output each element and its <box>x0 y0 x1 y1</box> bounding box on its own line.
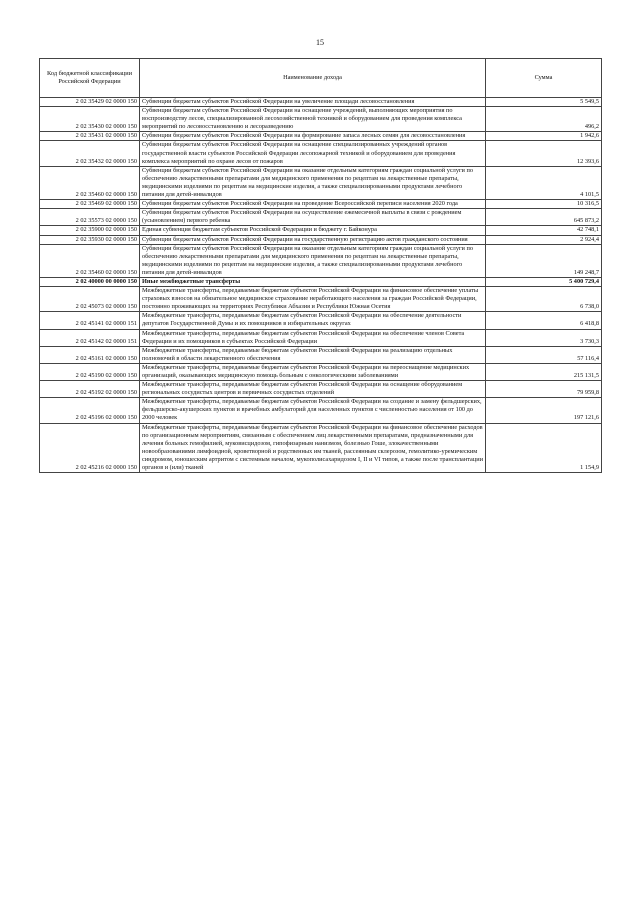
row-name: Межбюджетные трансферты, передаваемые бюджетам субъектов Российской Федерации на финансовое обеспечение расходов по организационным мероприятиям, связанным с обеспечением лиц лекарственными препаратами, предназначенными для лечения больных гемофилией, муковисцидозом, гипофизарным нанизмом, болезнью Гоше, злокачественными новообразованиями лимфоидной, кроветворной и родственных им тканей, рассеянным склерозом, гемолитико-уремическим синдромом, юношеским артритом с системным началом, мукополисахаридозом I, II и VI типов, а также после трансплантации органов и (или) тканей <box>140 423 486 473</box>
row-amount: 6 418,8 <box>486 312 602 329</box>
row-code: 2 02 45196 02 0000 150 <box>40 398 140 423</box>
row-name: Субвенции бюджетам субъектов Российской Федерации на проведение Всероссийской переписи населения 2020 года <box>140 200 486 209</box>
header-name: Наименование дохода <box>140 59 486 98</box>
row-code: 2 02 35430 02 0000 150 <box>40 107 140 132</box>
row-name: Межбюджетные трансферты, передаваемые бюджетам субъектов Российской Федерации на обеспечение деятельности депутатов Государственной Думы и их помощников в избирательных округах <box>140 312 486 329</box>
table-row <box>40 398 602 423</box>
row-code: 2 02 45190 02 0000 150 <box>40 363 140 380</box>
table-row <box>40 98 602 107</box>
row-code: 2 02 35573 02 0000 150 <box>40 209 140 226</box>
table-row <box>40 132 602 141</box>
row-name: Субвенции бюджетам субъектов Российской Федерации на оснащение специализированных учреждений органов государственной власти субъектов Российской Федерации лесопожарной техникой и оборудованием для проведения комплекса мероприятий по охране лесов от пожаров <box>140 141 486 166</box>
table-row <box>40 226 602 235</box>
row-name: Межбюджетные трансферты, передаваемые бюджетам субъектов Российской Федерации на создание и замену фельдшерских, фельдшерско-акушерских пунктов и врачебных амбулаторий для населенных пунктов с численностью населения от 100 до 2000 человек <box>140 398 486 423</box>
table-row <box>40 287 602 312</box>
row-code: 2 02 45073 02 0000 150 <box>40 287 140 312</box>
table-row <box>40 312 602 329</box>
row-amount: 12 393,6 <box>486 141 602 166</box>
table-row <box>40 423 602 473</box>
row-code: 2 02 45192 02 0000 150 <box>40 381 140 398</box>
row-amount: 4 101,5 <box>486 166 602 199</box>
row-amount: 79 959,8 <box>486 381 602 398</box>
row-amount: 215 131,5 <box>486 363 602 380</box>
row-amount: 496,2 <box>486 107 602 132</box>
table-row <box>40 277 602 286</box>
row-name: Субвенции бюджетам субъектов Российской Федерации на увеличение площади лесовосстановления <box>140 98 486 107</box>
row-code: 2 02 35469 02 0000 150 <box>40 200 140 209</box>
row-amount: 10 316,5 <box>486 200 602 209</box>
row-amount: 197 121,6 <box>486 398 602 423</box>
row-code: 2 02 40000 00 0000 150 <box>40 277 140 286</box>
row-amount: 149 248,7 <box>486 244 602 277</box>
row-code: 2 02 35429 02 0000 150 <box>40 98 140 107</box>
row-code: 2 02 45142 02 0000 151 <box>40 329 140 346</box>
row-name: Субвенции бюджетам субъектов Российской Федерации на оказание отдельным категориям граждан социальной услуги по обеспечению лекарственными препаратами для медицинского применения по рецептам на лекарственные препараты, медицинскими изделиями по рецептам на медицинские изделия, а также специализированными продуктами лечебного питания для детей-инвалидов <box>140 166 486 199</box>
row-name: Субвенции бюджетам субъектов Российской Федерации на формирование запаса лесных семян для лесовосстановления <box>140 132 486 141</box>
table-row <box>40 107 602 132</box>
table-row <box>40 166 602 199</box>
row-code: 2 02 35900 02 0000 150 <box>40 226 140 235</box>
row-code: 2 02 35460 02 0000 150 <box>40 244 140 277</box>
row-amount: 645 873,2 <box>486 209 602 226</box>
row-name: Субвенции бюджетам субъектов Российской Федерации на государственную регистрацию актов гражданского состояния <box>140 235 486 244</box>
row-amount: 5 549,5 <box>486 98 602 107</box>
row-amount: 1 154,9 <box>486 423 602 473</box>
row-code: 2 02 35930 02 0000 150 <box>40 235 140 244</box>
table-row <box>40 141 602 166</box>
row-name: Межбюджетные трансферты, передаваемые бюджетам субъектов Российской Федерации на финансовое обеспечение уплаты страховых взносов на обязательное медицинское страхование неработающего населения за граждан Российской Федерации, постоянно проживающих на территориях Республики Абхазия и Республики Южная Осетия <box>140 287 486 312</box>
row-amount: 3 730,3 <box>486 329 602 346</box>
table-row <box>40 329 602 346</box>
table-row <box>40 381 602 398</box>
row-code: 2 02 35460 02 0000 150 <box>40 166 140 199</box>
row-name: Межбюджетные трансферты, передаваемые бюджетам субъектов Российской Федерации на обеспечение членов Совета Федерации и их помощников в субъектах Российской Федерации <box>140 329 486 346</box>
row-amount: 5 400 729,4 <box>486 277 602 286</box>
row-code: 2 02 45161 02 0000 150 <box>40 346 140 363</box>
row-code: 2 02 45216 02 0000 150 <box>40 423 140 473</box>
row-name: Единая субвенция бюджетам субъектов Российской Федерации и бюджету г. Байконура <box>140 226 486 235</box>
page-number: 15 <box>316 38 324 47</box>
row-amount: 2 924,4 <box>486 235 602 244</box>
row-amount: 1 942,6 <box>486 132 602 141</box>
row-name: Межбюджетные трансферты, передаваемые бюджетам субъектов Российской Федерации на оснащение оборудованием региональных сосудистых центров и первичных сосудистых отделений <box>140 381 486 398</box>
table-row <box>40 200 602 209</box>
table-row <box>40 346 602 363</box>
row-code: 2 02 45141 02 0000 151 <box>40 312 140 329</box>
row-name: Иные межбюджетные трансферты <box>140 277 486 286</box>
table-row <box>40 235 602 244</box>
header-amount: Сумма <box>486 59 602 98</box>
row-name: Субвенции бюджетам субъектов Российской Федерации на осуществление ежемесячной выплаты в связи с рождением (усыновлением) первого ребенка <box>140 209 486 226</box>
row-name: Межбюджетные трансферты, передаваемые бюджетам субъектов Российской Федерации на реализацию отдельных полномочий в области лекарственного обеспечения <box>140 346 486 363</box>
row-code: 2 02 35431 02 0000 150 <box>40 132 140 141</box>
row-amount: 6 738,0 <box>486 287 602 312</box>
row-name: Субвенции бюджетам субъектов Российской Федерации на оснащение учреждений, выполняющих мероприятия по воспроизводству лесов, специализированной лесохозяйственной техникой и оборудованием для проведения комплекса мероприятий по лесовосстановлению и лесоразведению <box>140 107 486 132</box>
row-code: 2 02 35432 02 0000 150 <box>40 141 140 166</box>
row-amount: 57 116,4 <box>486 346 602 363</box>
header-code: Код бюджетной классификации Российской Федерации <box>40 59 140 98</box>
row-name: Субвенции бюджетам субъектов Российской Федерации на оказание отдельным категориям граждан социальной услуги по обеспечению лекарственными препаратами для медицинского применения по рецептам на лекарственные препараты, медицинскими изделиями по рецептам на медицинские изделия, а также специализированными продуктами лечебного питания для детей-инвалидов <box>140 244 486 277</box>
table-body <box>40 98 602 473</box>
table-row <box>40 209 602 226</box>
table-header-row <box>40 59 602 98</box>
table-row <box>40 363 602 380</box>
row-amount: 42 748,1 <box>486 226 602 235</box>
revenue-table <box>39 58 602 473</box>
table-row <box>40 244 602 277</box>
row-name: Межбюджетные трансферты, передаваемые бюджетам субъектов Российской Федерации на переоснащение медицинских организаций, оказывающих медицинскую помощь больным с онкологическими заболеваниями <box>140 363 486 380</box>
